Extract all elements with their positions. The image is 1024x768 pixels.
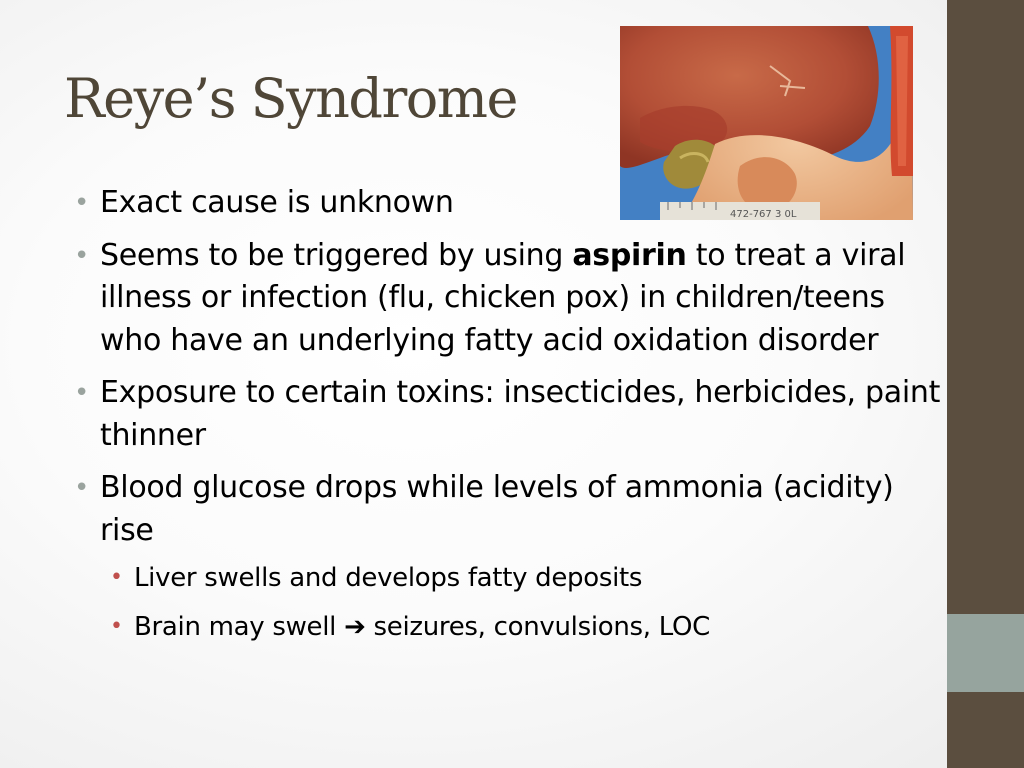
- bullet-text: Exposure to certain toxins: insecticides, herbicides, paint thinner: [100, 375, 941, 453]
- bullet-text-start: Seems to be triggered by using: [100, 237, 573, 273]
- side-decor-accent: [947, 614, 1024, 692]
- bullet-marker: •: [74, 188, 90, 218]
- bullet-text: Blood glucose drops while levels of ammonia (acidity) rise: [100, 470, 894, 548]
- sub-bullet-marker: •: [110, 565, 123, 590]
- bullet-item: [74, 235, 944, 363]
- sub-bullet-text-end: seizures, convulsions, LOC: [365, 612, 710, 642]
- sub-bullet-marker: •: [110, 614, 123, 639]
- right-arrow-icon: ➔: [344, 612, 366, 642]
- bullet-text: Exact cause is unknown: [100, 185, 454, 220]
- bullet-text-end: to treat a viral illness or infection (flu, chicken pox) in children/teens who have an underlying fatty acid oxidation disorder: [100, 237, 906, 358]
- bullet-marker: •: [74, 240, 90, 271]
- bullet-item: [74, 182, 944, 225]
- sub-bullet-item: [74, 607, 944, 647]
- ruler-label: 472-767 3 0L: [730, 209, 797, 220]
- bullet-marker: •: [74, 473, 90, 503]
- bullet-list: [74, 182, 944, 656]
- sub-bullet-text-start: Brain may swell: [134, 612, 345, 642]
- bullet-text-bold: aspirin: [572, 237, 687, 273]
- bullet-item: [74, 372, 944, 457]
- bullet-marker: •: [74, 378, 90, 408]
- sub-bullet-item: [74, 558, 944, 598]
- sub-bullet-text: Liver swells and develops fatty deposits: [134, 563, 643, 593]
- slide-title: Reye’s Syndrome: [64, 67, 517, 130]
- bullet-item: [74, 467, 944, 552]
